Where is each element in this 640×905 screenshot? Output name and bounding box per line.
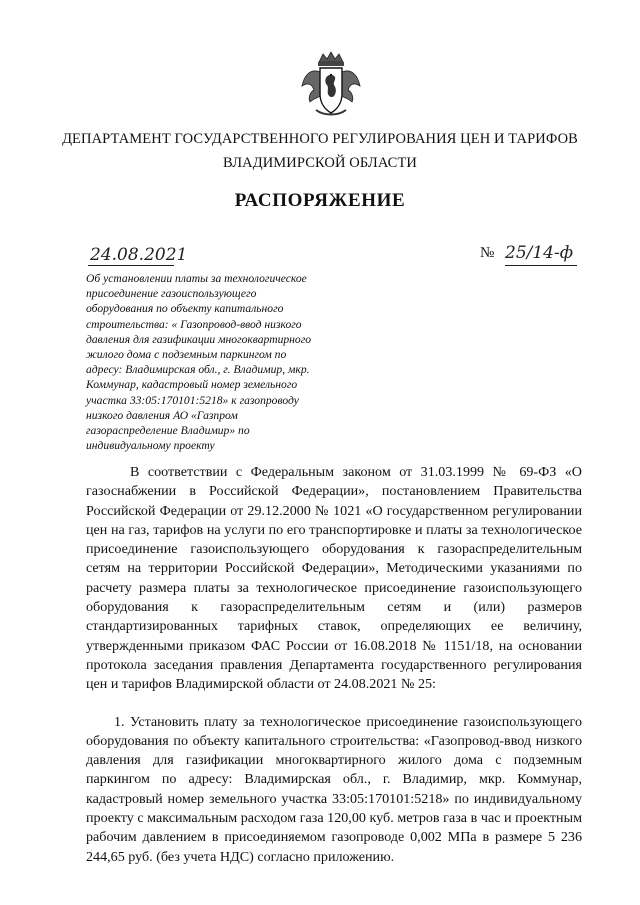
number-sign: №: [480, 245, 495, 261]
document-title: РАСПОРЯЖЕНИЕ: [234, 190, 406, 211]
subject-line: Коммунар, кадастровый номер земельного: [86, 378, 298, 392]
item-1-paragraph: 1. Установить плату за технологическое присоединение газоиспользующего оборудования по объекту капитального строительства: «Газопровод-ввод низкого давления для газификации многоквартирного жилого дома с подземным паркингом по адресу: Владимирская обл., г. Владимир, мкр. Коммунар, кадастровый номер земельного участка 33:05:170101:5218» по индивидуальному проекту с максимальным расходом газа 120,00 куб. метров газа в час и проектным рабочим давлением в присоединяемом газопроводе 0,002 МПа в размере 5 236 244,65 руб. (без учета НДС) согласно приложению.: [86, 713, 582, 865]
subject-line: участка 33:05:170101:5218» к газопроводу: [86, 393, 299, 407]
preamble-paragraph: В соответствии с Федеральным законом от 31.03.1999 № 69-ФЗ «О газоснабжении в Российской Федерации», постановлением Правительства Российской Федерации от 29.12.2000 № 1021 «О государственном регулировании цен на газ, тарифов на услуги по его транспортировке и платы за технологическое присоединение газоиспользующего оборудования к газораспределительным сетям на территории Российской Федерации», Методическими указаниями по расчету размера платы за технологическое присоединение газоиспользующего оборудования к газораспределительным сетям и (или) размеров стандартизированных тарифных ставок, определяющих ее величину, утвержденными приказом ФАС России от 16.08.2018 № 1151/18, на основании протокола заседания правления Департамента государственного регулирования цен и тарифов Владимирской области от 24.08.2021 № 25:: [86, 464, 582, 693]
department-name-line2: ВЛАДИМИРСКОЙ ОБЛАСТИ: [223, 155, 417, 171]
document-subject: [86, 271, 356, 453]
subject-line: оборудования по объекту капитального: [86, 302, 284, 316]
document-body: [86, 463, 582, 867]
coat-of-arms-icon: [300, 50, 362, 120]
subject-line: строительства: « Газопровод-ввод низкого: [86, 317, 302, 331]
subject-line: газораспределение Владимир» по: [86, 424, 250, 438]
department-name-line1: ДЕПАРТАМЕНТ ГОСУДАРСТВЕННОГО РЕГУЛИРОВАНИЯ ЦЕН И ТАРИФОВ: [62, 131, 578, 147]
date-underline: [88, 265, 174, 266]
number-underline: [505, 265, 577, 266]
document-date: 24.08.2021: [90, 245, 188, 265]
subject-line: жилого дома с подземным паркингом по: [86, 348, 287, 362]
subject-line: давления для газификации многоквартирного: [86, 332, 312, 346]
document-number: 25/14-ф: [505, 243, 574, 263]
subject-line: адресу: Владимирская обл., г. Владимир, мкр.: [86, 363, 310, 377]
subject-line: индивидуальному проекту: [86, 439, 215, 453]
subject-line: присоединение газоиспользующего: [86, 287, 257, 301]
subject-line: низкого давления АО «Газпром: [86, 408, 238, 422]
subject-line: Об установлении платы за технологическое: [86, 272, 307, 285]
